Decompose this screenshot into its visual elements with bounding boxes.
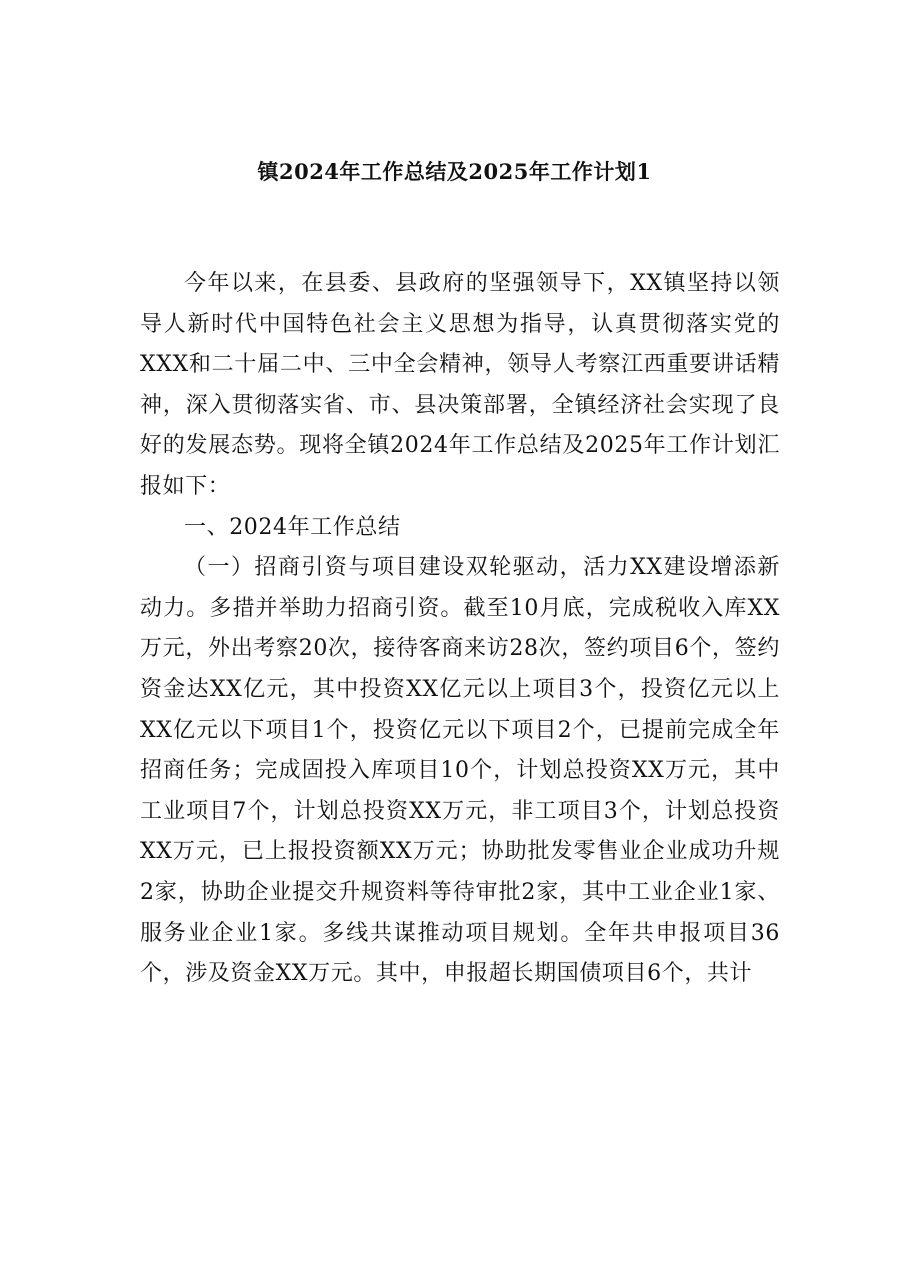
- subsection-paragraph: （一）招商引资与项目建设双轮驱动，活力XX建设增添新动力。多措并举助力招商引资。截至10月底，完成税收入库XX万元，外出考察20次，接待客商来访28次，签约项目6个，签约资金达XX亿元，其中投资XX亿元以上项目3个，投资亿元以上XX亿元以下项目1个，投资亿元以下项目2个，已提前完成全年招商任务；完成固投入库项目10个，计划总投资XX万元，其中工业项目7个，计划总投资XX万元，非工项目3个，计划总投资XX万元，已上报投资额XX万元；协助批发零售业企业成功升规2家，协助企业提交升规资料等待审批2家，其中工业企业1家、服务业企业1家。多线共谋推动项目规划。全年共申报项目36个，涉及资金XX万元。其中，申报超长期国债项目6个，共计: [140, 555, 780, 987]
- intro-paragraph: 今年以来，在县委、县政府的坚强领导下，XX镇坚持以领导人新时代中国特色社会主义思想为指导，认真贯彻落实党的XXX和二十届二中、三中全会精神，领导人考察江西重要讲话精神，深入贯彻落实省、市、县决策部署，全镇经济社会实现了良好的发展态势。现将全镇2024年工作总结及2025年工作计划汇报如下：: [140, 271, 780, 499]
- section-heading: 一、2024年工作总结: [184, 514, 401, 540]
- document-title: 镇2024年工作总结及2025年工作计划1: [257, 159, 652, 184]
- document-body: [140, 264, 780, 995]
